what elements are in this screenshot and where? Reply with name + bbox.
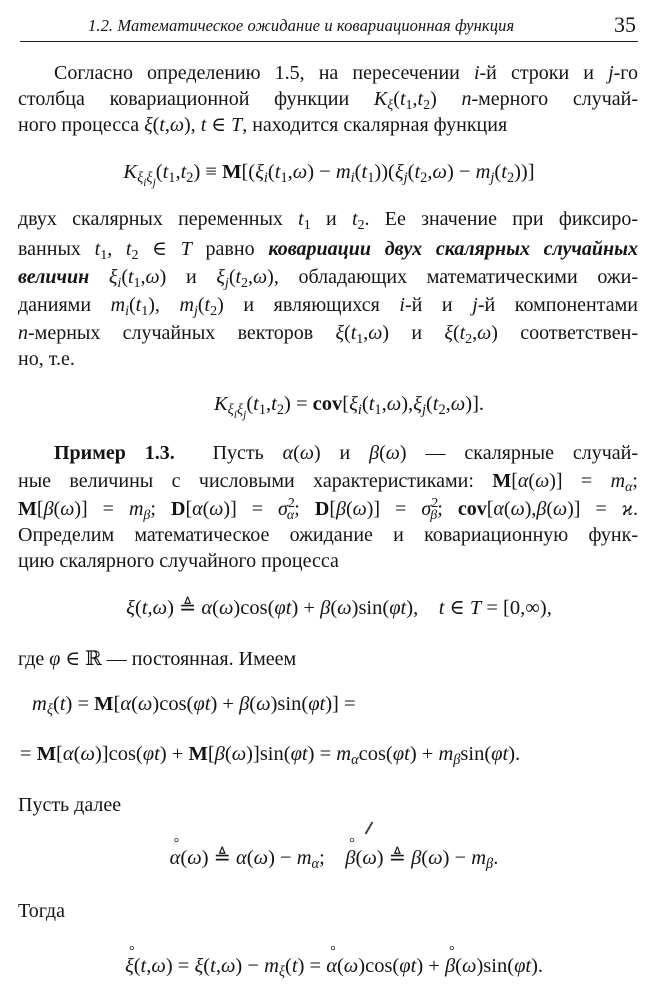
example-label: Пример 1.3. [54,442,175,464]
p2-line-5: n-мерных случайных векторов $\xi(t_1,\omega)$ и $\xi(t_2,\omega)$ соответствен- [18,322,638,347]
equation-1: $K_{\xi_i\xi_j}(t_1,t_2) \equiv M[(\xi_i(t_1,\omega) - m_i(t_1))(\xi_j(t_2,\omega) - m_j(t_2))]$ [123,161,535,189]
equation-4b: = $M[\alpha(\omega)]\cos(\varphi t) + M[\beta(\omega)]\sin(\varphi t) = m_\alpha\cos(\varphi t) + m_\beta\sin(\varphi t)$. [20,743,521,768]
p3-line-5: цию скалярного случайного процесса [18,550,339,572]
equation-5: ° α(ω) ≜ $\alpha(\omega) - m_\alpha$; ° β(ω) ≜ $\beta(\omega) - m_\beta$. [10,844,658,872]
equation-3: ξ(t,ω) ≜ α(ω)cos(φt) + β(ω)sin(φt), t ∈ T = [0,∞), [126,597,552,619]
p2-line-4: даниями $m_i(t_1)$, $m_j(t_2)$ и являющихся i-й и j-й компонентами [18,294,638,319]
equation-2: $K_{\xi_i\xi_j}(t_1,t_2) = cov[\xi_i(t_1,\omega),\xi_j(t_2,\omega)]$. [213,393,485,421]
p2-line-6: но, т.е. [18,348,75,370]
p3-line-3: $M[\beta(\omega)] = m_\beta$; $D[\alpha(\omega)] = \sigma^2_\alpha$; $D[\beta(\omega)] = \sigma^2_\beta$; cov[α(ω),β(ω)] = ϰ. [18,496,639,523]
page-header [20,8,638,38]
p1-line-2: столбца ковариационной функции $K_\xi(t_1,t_2)$ n-мерного случай- [18,88,638,113]
equation-6: ° $\xi(t,\omega) = \xi(t,\omega) - m_\xi(t)$ = ° α(ω)cos(φt) + ° β(ω)sin(φt). [10,952,658,980]
p3-line-2: ные величины с числовыми характеристиками: $M[\alpha(\omega)] = m_\alpha$; [18,470,638,495]
p1-line-3: ного процесса ξ(t,ω), t ∈ T, находится скалярная функция [18,114,508,136]
p4-line: где φ ∈ ℝ — постоянная. Имеем [18,648,297,670]
p3-line-4: Определим математическое ожидание и ковариационную функ- [18,524,638,546]
p2-line-2: ванных $t_1$, $t_2$ ∈ T равно ковариации двух скалярных случайных [18,238,639,263]
equation-4a: $m_\xi(t) = M[\alpha(\omega)\cos(\varphi t) + \beta(\omega)\sin(\varphi t)]$ = [32,693,356,718]
header-rule [20,41,638,42]
p3-line-1: Пример 1.3. Пусть α(ω) и β(ω) — скалярные случай- [54,442,639,464]
p2-line-3: величин $\xi_i(t_1,\omega)$ и $\xi_j(t_2,\omega)$, обладающих математическими ожи- [18,266,639,291]
p2-line-1: двух скалярных переменных $t_1$ и $t_2$. Ее значение при фиксиро- [18,208,638,233]
p1-line-1: Согласно определению 1.5, на пересечении i-й строки и j-го [54,62,638,84]
stray-pen-mark [365,821,374,834]
page-number: 35 [614,12,636,37]
p5-line: Пусть далее [18,794,122,816]
running-title: 1.2. Математическое ожидание и ковариационная функция [88,16,515,35]
p6-line: Тогда [18,900,65,922]
